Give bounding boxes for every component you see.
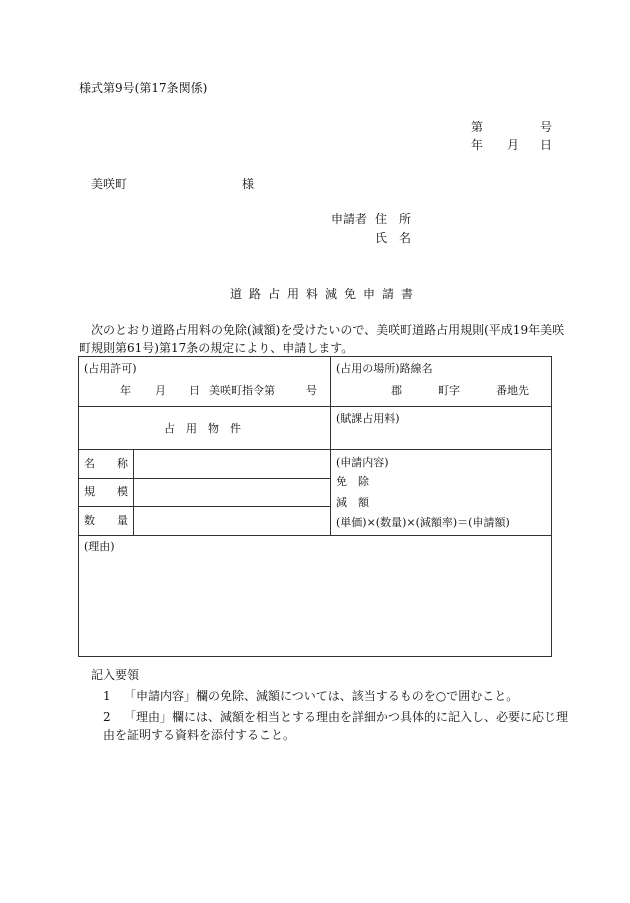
table-divider-center <box>330 356 331 535</box>
document-title: 道路占用料減免申請書 <box>230 287 421 301</box>
permit-day: 日 <box>189 384 200 397</box>
table-border-bottom <box>78 656 552 657</box>
request-reduce: 減 額 <box>336 496 369 509</box>
intro-line-1: 次のとおり道路占用料の免除(減額)を受けたいので、美咲町道路占用規則(平成19年美咲 <box>91 323 565 337</box>
note-1-text: 「申請内容」欄の免除、減額については、該当するものを○で囲むこと。 <box>124 689 519 703</box>
request-exempt: 免 除 <box>336 475 369 488</box>
date-year: 年 <box>471 138 484 152</box>
location-label: (占用の場所)路線名 <box>336 362 433 375</box>
reason-label: (理由) <box>84 540 115 553</box>
row-label-name: 名 称 <box>84 457 128 470</box>
fee-label: (賦課占用料) <box>336 412 400 425</box>
intro-line-2: 町規則第61号)第17条の規定により、申請します。 <box>79 341 354 355</box>
permit-month: 月 <box>155 384 166 397</box>
location-gun: 郡 <box>391 384 402 397</box>
addressee-honorific: 様 <box>242 177 255 191</box>
applicant-label: 申請者 <box>331 212 368 226</box>
note-2-continuation: 由を証明する資料を添付すること。 <box>103 728 296 742</box>
table-divider-row3 <box>78 478 331 479</box>
table-divider-label-col <box>133 449 134 535</box>
table-divider-row2 <box>78 449 552 450</box>
row-label-scale: 規 模 <box>84 485 128 498</box>
request-label: (申請内容) <box>336 456 389 469</box>
date-month: 月 <box>507 138 520 152</box>
location-machi: 町字 <box>438 384 460 397</box>
number-prefix: 第 <box>471 120 484 134</box>
form-number: 様式第9号(第17条関係) <box>79 81 208 95</box>
table-divider-row5 <box>78 535 552 536</box>
permit-label: (占用許可) <box>84 362 137 375</box>
permit-no: 号 <box>306 384 317 397</box>
addressee-town: 美咲町 <box>91 177 128 191</box>
table-border-right <box>551 356 552 657</box>
row-label-quantity: 数 量 <box>84 514 128 527</box>
table-divider-row1 <box>78 406 552 407</box>
number-suffix: 号 <box>540 120 553 134</box>
date-day: 日 <box>540 138 553 152</box>
notes-heading: 記入要領 <box>91 668 140 682</box>
applicant-address-label: 住 所 <box>375 212 412 226</box>
table-border-top <box>78 356 552 357</box>
applicant-name-label: 氏 名 <box>375 231 412 245</box>
request-formula: (単価)×(数量)×(減額率)＝(申請額) <box>336 516 510 529</box>
application-form-table <box>78 356 552 657</box>
note-2-text: 「理由」欄には、減額を相当とする理由を詳細かつ具体的に記入し、必要に応じ理 <box>124 710 569 724</box>
permit-year: 年 <box>120 384 131 397</box>
table-divider-row4 <box>78 506 331 507</box>
note-2-number: 2 <box>103 710 111 724</box>
permit-order: 美咲町指令第 <box>209 384 275 397</box>
object-header: 占 用 物 件 <box>164 422 241 435</box>
location-banchi: 番地先 <box>496 384 529 397</box>
note-1-number: 1 <box>103 689 111 703</box>
